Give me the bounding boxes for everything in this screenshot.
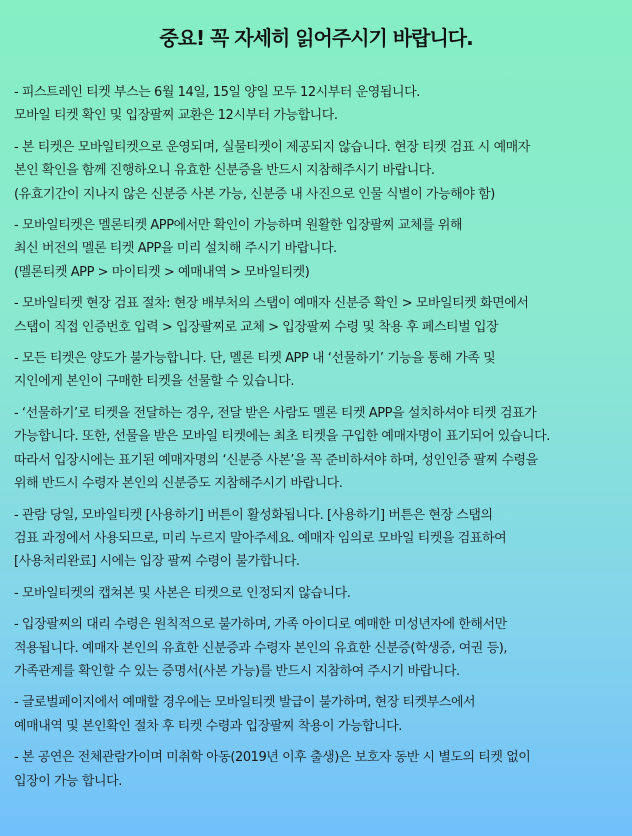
notice-line: - ‘선물하기’로 티켓을 전달하는 경우, 전달 받은 사람도 멜론 티켓 APP을 설치하셔야 티켓 검표가 xyxy=(14,405,537,421)
notice-item xyxy=(14,81,618,128)
notice-item xyxy=(14,136,618,206)
notice-line: - 모든 티켓은 양도가 불가능합니다. 단, 멜론 티켓 APP 내 ‘선물하기’ 기능을 통해 가족 및 xyxy=(14,351,496,367)
notice-line: - 모바일티켓의 캡쳐본 및 사본은 티켓으로 인정되지 않습니다. xyxy=(14,585,351,601)
notice-item xyxy=(14,292,618,339)
notice-line: (멜론티켓 APP > 마이티켓 > 예매내역 > 모바일티켓) xyxy=(14,264,310,280)
notice-list xyxy=(14,81,618,793)
notice-line: [사용처리완료] 시에는 입장 팔찌 수령이 불가합니다. xyxy=(14,554,300,570)
notice-line: 위해 반드시 수령자 본인의 신분증도 지참해주시기 바랍니다. xyxy=(14,476,343,492)
notice-line: - 모바일티켓은 멜론티켓 APP에서만 확인이 가능하며 원활한 입장팔찌 교체를 위해 xyxy=(14,218,463,234)
notice-line: 입장이 가능 합니다. xyxy=(14,773,122,789)
notice-item xyxy=(14,691,618,738)
notice-line: 최신 버전의 멜론 티켓 APP을 미리 설치해 주시기 바랍니다. xyxy=(14,241,337,257)
notice-line: - 관람 당일, 모바일티켓 [사용하기] 버튼이 활성화됩니다. [사용하기] 버튼은 현장 스탭의 xyxy=(14,507,493,523)
notice-line: 지인에게 본인이 구매한 티켓을 선물할 수 있습니다. xyxy=(14,374,295,390)
notice-title: 중요! 꼭 자세히 읽어주시기 바랍니다. xyxy=(159,26,473,50)
notice-line: 가족관계를 확인할 수 있는 증명서(사본 가능)를 반드시 지참하여 주시기 바랍니다. xyxy=(14,663,460,679)
notice-line: 본인 확인을 함께 진행하오니 유효한 신분증을 반드시 지참해주시기 바랍니다. xyxy=(14,163,435,179)
notice-line: - 모바일티켓 현장 검표 절차: 현장 배부처의 스탭이 예매자 신분증 확인 > 모바일티켓 화면에서 xyxy=(14,296,529,312)
notice-item xyxy=(14,582,618,605)
notice-item xyxy=(14,613,618,683)
notice-item xyxy=(14,214,618,284)
notice-line: - 입장팔찌의 대리 수령은 원칙적으로 불가하며, 가족 아이디로 예매한 미성년자에 한해서만 xyxy=(14,617,507,633)
notice-line: (유효기간이 지나지 않은 신분증 사본 가능, 신분증 내 사진으로 인물 식별이 가능해야 함) xyxy=(14,186,495,202)
notice-line: 스탭이 직접 인증번호 입력 > 입장팔찌로 교체 > 입장팔찌 수령 및 착용 후 페스티벌 입장 xyxy=(14,319,499,335)
notice-line: 모바일 티켓 확인 및 입장팔찌 교환은 12시부터 가능합니다. xyxy=(14,108,338,124)
notice-item xyxy=(14,746,618,793)
notice-item xyxy=(14,347,618,394)
notice-line: 따라서 입장시에는 표기된 예매자명의 ‘신분증 사본’을 꼭 준비하셔야 하며, 성인인증 팔찌 수령을 xyxy=(14,452,538,468)
notice-line: - 본 공연은 전체관람가이며 미취학 아동(2019년 이후 출생)은 보호자 동반 시 별도의 티켓 없이 xyxy=(14,750,531,766)
notice-line: - 글로벌페이지에서 예매할 경우에는 모바일티켓 발급이 불가하며, 현장 티켓부스에서 xyxy=(14,695,476,711)
notice-line: 예매내역 및 본인확인 절차 후 티켓 수령과 입장팔찌 착용이 가능합니다. xyxy=(14,718,402,734)
notice-line: - 본 티켓은 모바일티켓으로 운영되며, 실물티켓이 제공되지 않습니다. 현장 티켓 검표 시 예매자 xyxy=(14,139,530,155)
notice-line: - 피스트레인 티켓 부스는 6월 14일, 15일 양일 모두 12시부터 운영됩니다. xyxy=(14,85,420,100)
notice-line: 적용됩니다. 예매자 본인의 유효한 신분증과 수령자 본인의 유효한 신분증(학생증, 여권 등), xyxy=(14,640,508,656)
notice-item xyxy=(14,402,618,496)
notice-line: 검표 과정에서 사용되므로, 미리 누르지 말아주세요. 예매자 임의로 모바일 티켓을 검표하여 xyxy=(14,530,507,546)
notice-line: 가능합니다. 또한, 선물을 받은 모바일 티켓에는 최초 티켓을 구입한 예매자명이 표기되어 있습니다. xyxy=(14,429,550,445)
notice-item xyxy=(14,504,618,574)
